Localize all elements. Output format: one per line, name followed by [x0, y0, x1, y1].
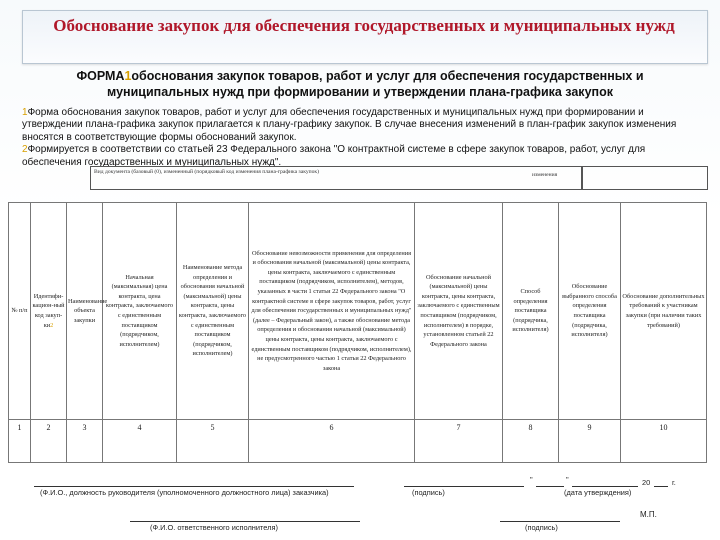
executor-name-line[interactable]: [130, 521, 360, 522]
head-name-caption: (Ф.И.О., должность руководителя (уполномоченного должностного лица) заказчика): [40, 488, 329, 497]
footnote-2-mark: 2: [22, 144, 28, 156]
col-header-2-mark: 2: [50, 321, 54, 329]
change-label: изменения: [532, 172, 558, 178]
executor-signature-caption: (подпись): [525, 523, 558, 532]
form-heading: [40, 68, 680, 100]
date-day-line[interactable]: [536, 486, 564, 487]
head-signature-line[interactable]: [404, 486, 524, 487]
col-number-4: 4: [103, 420, 177, 463]
col-header-2-text: Идентифи-кацион-ный код закуп-ки: [32, 292, 65, 329]
col-number-3: 3: [67, 420, 103, 463]
page-title: Обоснование закупок для обеспечения государственных и муниципальных нужд: [53, 16, 675, 35]
date-year-line[interactable]: [654, 486, 668, 487]
col-header-6: Обоснование невозможности применения для определения и обоснования начальной (максимальной) цены контракта, цены контракта, заключаемого с единственным поставщиком (подрядчиком, исполнителем), методов, указанных в части 1 статьи 22 Федерального закона "О контрактной системе в сфере закупок товаров, работ, услуг для обеспечения государственных и муниципальных нужд" (далее – Федеральный закон), а также обоснование метода определения и обоснования начальной (максимальной) цены контракта, цены контракта, заключаемого с единственным поставщиком (подрядчиком, исполнителем), не предусмотренного частью 1 статьи 22 Федерального закона: [249, 203, 415, 420]
col-number-6: 6: [249, 420, 415, 463]
col-header-7: Обоснование начальной (максимальной) цены контракта, цены контракта, заключаемого с единственным поставщиком (подрядчиком, исполнителем) в порядке, установленном статьей 22 Федерального закона: [415, 203, 503, 420]
col-number-7: 7: [415, 420, 503, 463]
col-number-10: 10: [621, 420, 707, 463]
footnote-1: [22, 107, 702, 144]
table-number-row: [9, 420, 707, 463]
col-header-3: Наименование объекта закупки: [67, 203, 103, 420]
change-code-field[interactable]: [582, 166, 708, 190]
col-header-4: Начальная (максимальная) цена контракта, цена контракта, заключаемого с единственным поставщиком (подрядчиком, исполнителем): [103, 203, 177, 420]
footnote-mark: 1: [124, 69, 132, 83]
head-signature-caption: (подпись): [412, 488, 445, 497]
col-number-9: 9: [559, 420, 621, 463]
signature-block: [34, 472, 714, 502]
date-month-line[interactable]: [572, 486, 638, 487]
footnote-1-mark: 1: [22, 107, 28, 118]
document-type-label: Вид документа (базовый (0), измененный (порядковый код изменения плана-графика закупок): [94, 169, 320, 175]
col-header-2: [31, 203, 67, 420]
table-header-row: [9, 203, 707, 420]
col-number-8: 8: [503, 420, 559, 463]
col-number-1: 1: [9, 420, 31, 463]
stamp-place: М.П.: [640, 510, 657, 519]
footnote-1-text: Форма обоснования закупок товаров, работ и услуг для обеспечения государственных и муниципальных нужд при формировании и утверждении плана-графика закупок прилагается к плану-графику закупок. В случае внесения изменений в план-график закупок изменения вносятся в соответствующие формы обоснований закупок.: [22, 107, 677, 143]
col-header-1: № п/п: [9, 203, 31, 420]
col-header-10: Обоснование дополнительных требований к участникам закупки (при наличии таких требований): [621, 203, 707, 420]
document-type-row: [90, 166, 712, 190]
col-header-9: Обоснование выбранного способа определения поставщика (подрядчика, исполнителя): [559, 203, 621, 420]
col-header-8: Способ определения поставщика (подрядчика, исполнителя): [503, 203, 559, 420]
form-heading-text: обоснования закупок товаров, работ и услуг для обеспечения государственных и муниципальных нужд при формировании и утверждении плана-графика закупок: [107, 69, 644, 99]
footnote-2-text: Формируется в соответствии со статьей 23 Федерального закона "О контрактной системе в сфере закупок товаров, работ, услуг для обеспечения государственных и муниципальных нужд".: [22, 144, 646, 168]
date-quote-open: ": [530, 475, 533, 484]
form-heading-prefix: ФОРМА: [76, 69, 125, 83]
date-year-prefix: 20: [642, 478, 651, 487]
footnotes: [22, 107, 702, 169]
date-year-suffix: г.: [672, 478, 676, 487]
col-number-5: 5: [177, 420, 249, 463]
date-quote-close: ": [566, 475, 569, 484]
executor-signature-line[interactable]: [500, 521, 620, 522]
col-header-5: Наименование метода определения и обоснования начальной (максимальной) цены контракта, цены контракта, заключаемого с единственным поставщиком (подрядчиком, исполнителем): [177, 203, 249, 420]
justification-table: [8, 202, 707, 463]
approval-date-caption: (дата утверждения): [564, 488, 632, 497]
head-name-line[interactable]: [34, 486, 354, 487]
executor-name-caption: (Ф.И.О. ответственного исполнителя): [150, 523, 278, 532]
col-number-2: 2: [31, 420, 67, 463]
